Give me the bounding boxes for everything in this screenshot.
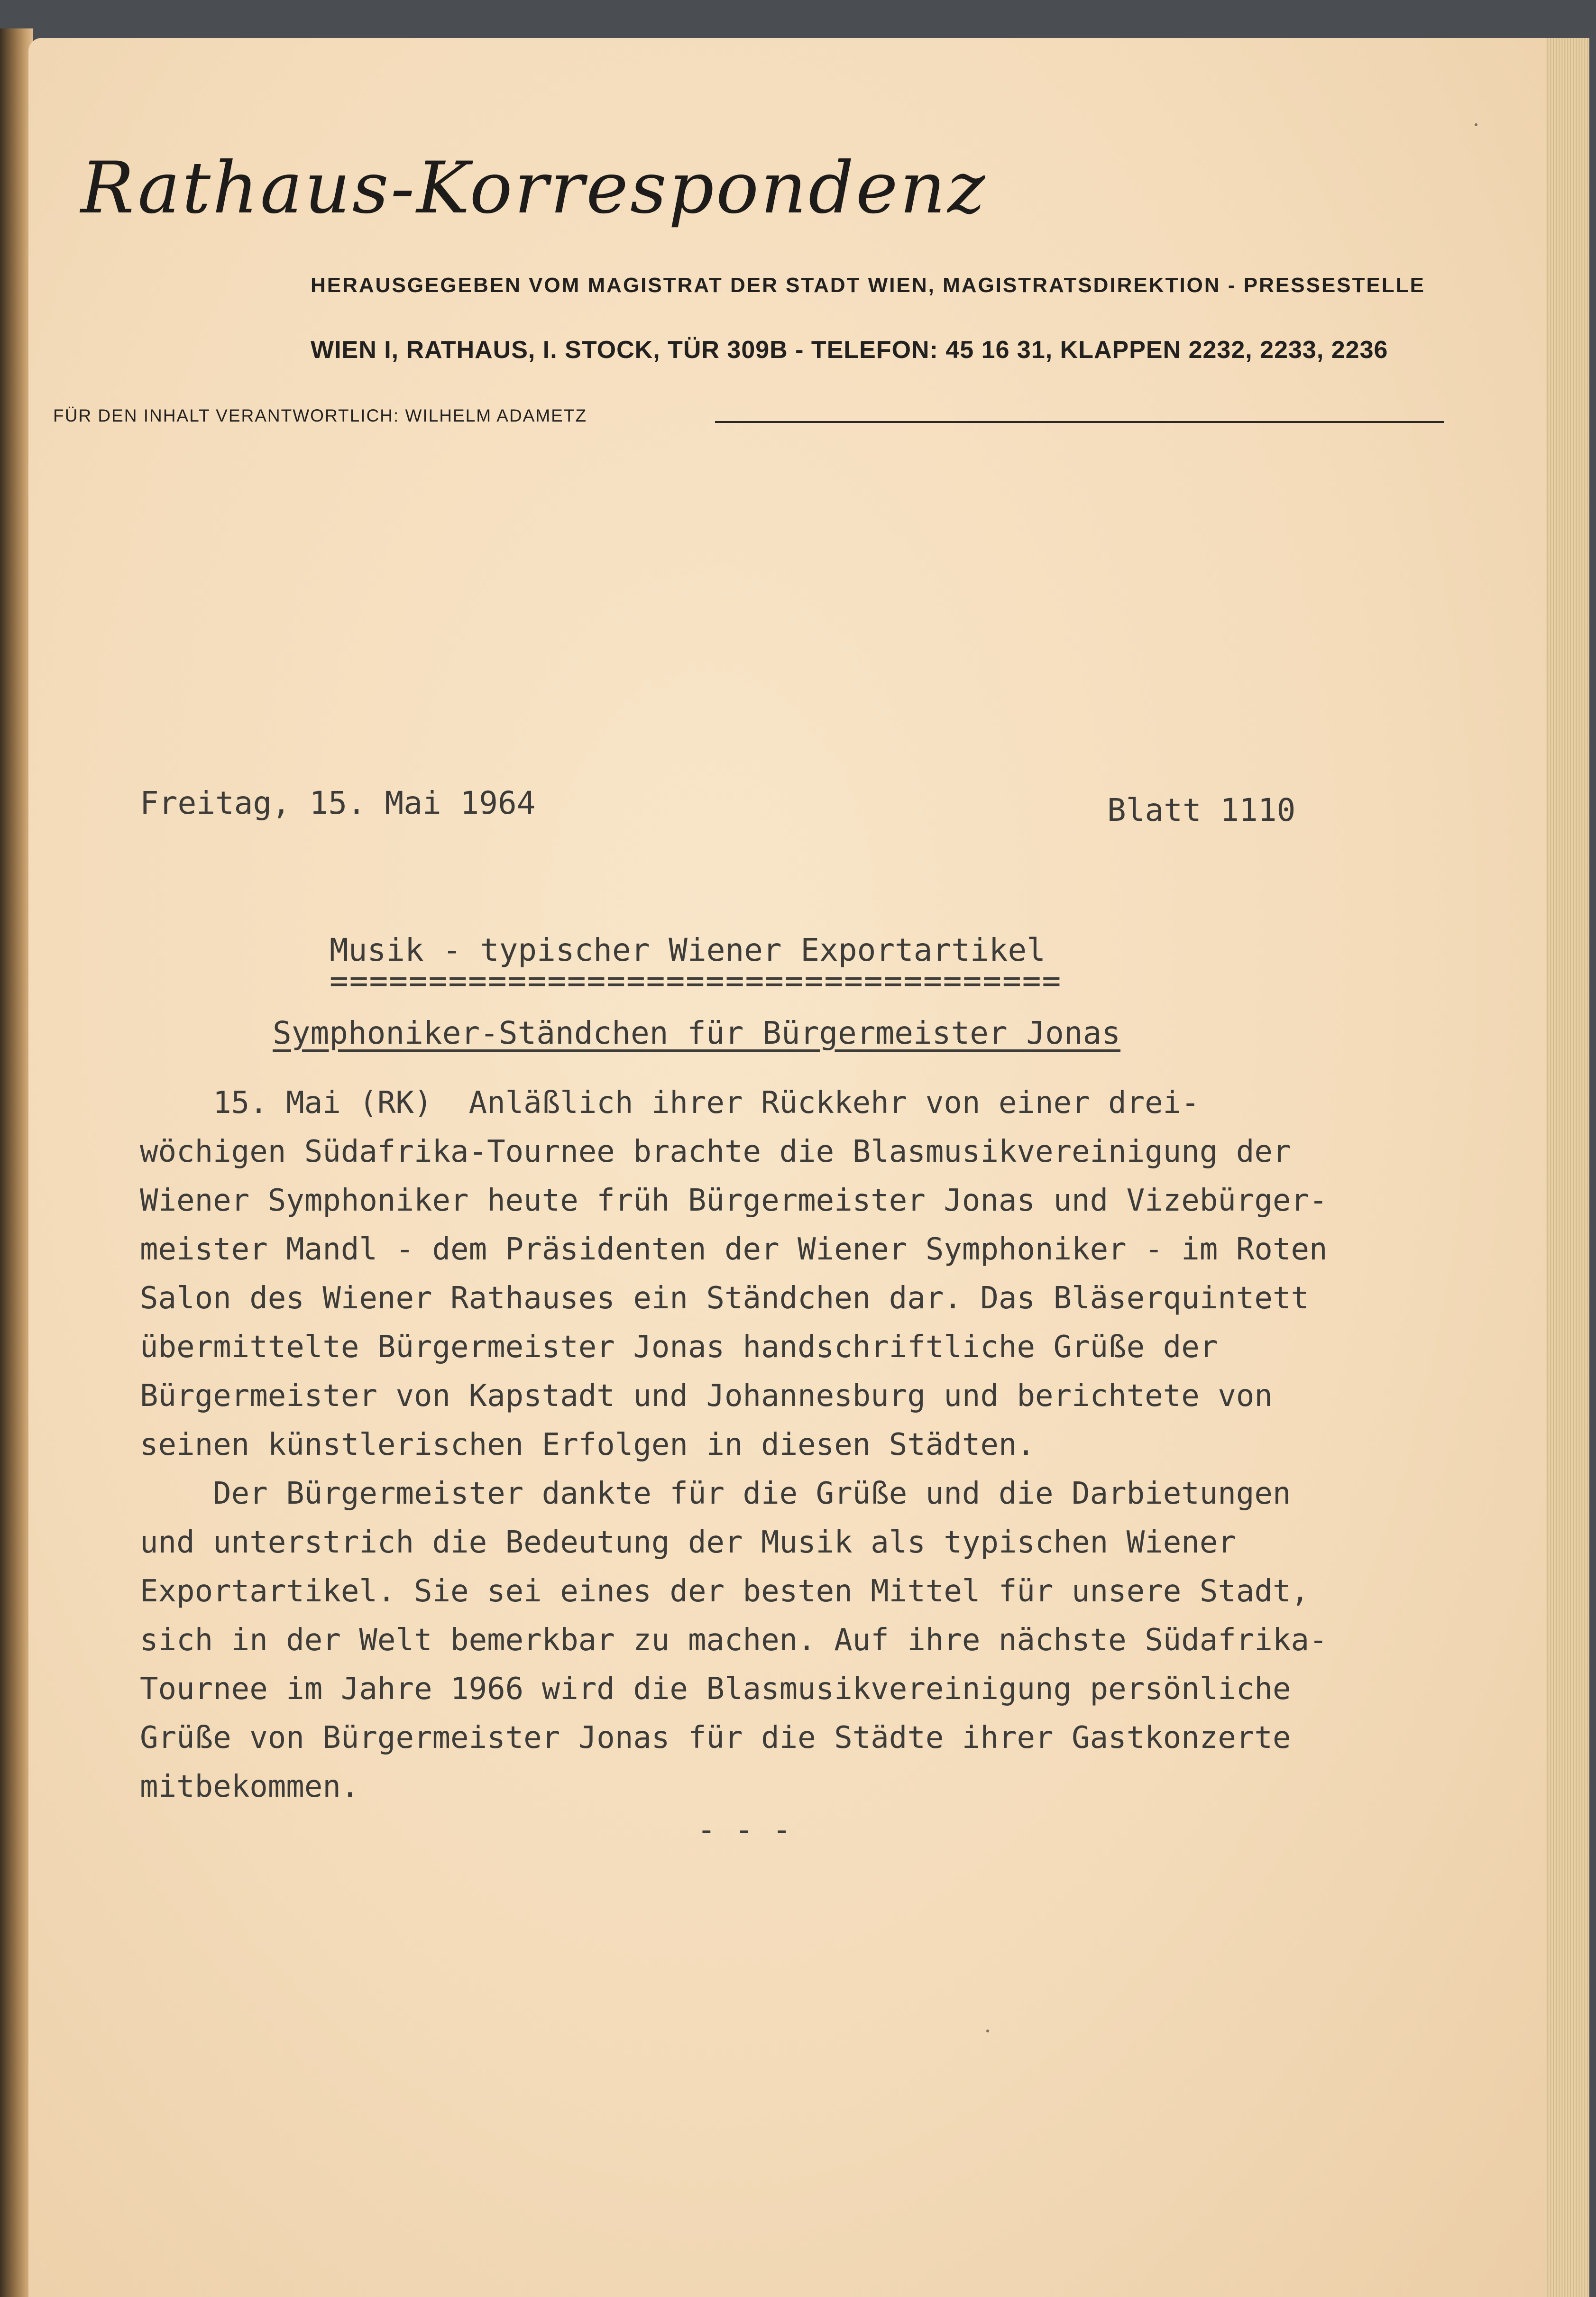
sheet-number: Blatt 1110 [1107,792,1296,828]
article-body [140,1079,1453,1811]
body-line: mitbekommen. [140,1769,359,1804]
end-mark: - - - [697,1811,791,1848]
body-line: Salon des Wiener Rathauses ein Ständchen dar. Das Bläserquintett [140,1281,1309,1316]
body-line: Wiener Symphoniker heute früh Bürgermeister Jonas und Vizebürger- [140,1183,1328,1218]
body-line: Bürgermeister von Kapstadt und Johannesburg und berichtete von [140,1378,1273,1414]
letterhead-responsible: FÜR DEN INHALT VERANTWORTLICH: WILHELM ADAMETZ [53,406,587,425]
body-line: Exportartikel. Sie sei eines der besten Mittel für unsere Stadt, [140,1574,1309,1609]
document-page [28,38,1546,2297]
body-line: meister Mandl - dem Präsidenten der Wiener Symphoniker - im Roten [140,1232,1328,1267]
letterhead-address: WIEN I, RATHAUS, I. STOCK, TÜR 309B - TELEFON: 45 16 31, KLAPPEN 2232, 2233, 2236 [311,336,1388,364]
letterhead-title: Rathaus-Korrespondenz [81,147,987,230]
body-line: und unterstrich die Bedeutung der Musik als typischen Wiener [140,1525,1236,1560]
body-line: wöchigen Südafrika-Tournee brachte die Blasmusikvereinigung der [140,1134,1291,1169]
paper-speck [1475,123,1477,126]
document-date: Freitag, 15. Mai 1964 [140,785,536,821]
body-line: übermittelte Bürgermeister Jonas handschriftliche Grüße der [140,1330,1218,1365]
body-line: Tournee im Jahre 1966 wird die Blasmusikvereinigung persönliche [140,1672,1291,1707]
letterhead-rule [715,421,1444,423]
body-line: sich in der Welt bemerkbar zu machen. Auf ihre nächste Südafrika- [140,1623,1328,1658]
letterhead-publisher: HERAUSGEGEBEN VOM MAGISTRAT DER STADT WIEN, MAGISTRATSDIREKTION - PRESSESTELLE [311,274,1425,297]
body-line: Der Bürgermeister dankte für die Grüße und die Darbietungen [140,1476,1291,1511]
body-line: Grüße von Bürgermeister Jonas für die Städte ihrer Gastkonzerte [140,1720,1291,1755]
paper-speck [986,2030,989,2032]
body-line: seinen künstlerischen Erfolgen in diesen Städten. [140,1427,1036,1462]
article-title-rule: ===================================== [330,963,1062,999]
article-subtitle: Symphoniker-Ständchen für Bürgermeister Jonas [273,1015,1121,1051]
body-line: 15. Mai (RK) Anläßlich ihrer Rückkehr von einer drei- [140,1085,1200,1121]
article-title: Musik - typischer Wiener Exportartikel [330,932,1046,968]
